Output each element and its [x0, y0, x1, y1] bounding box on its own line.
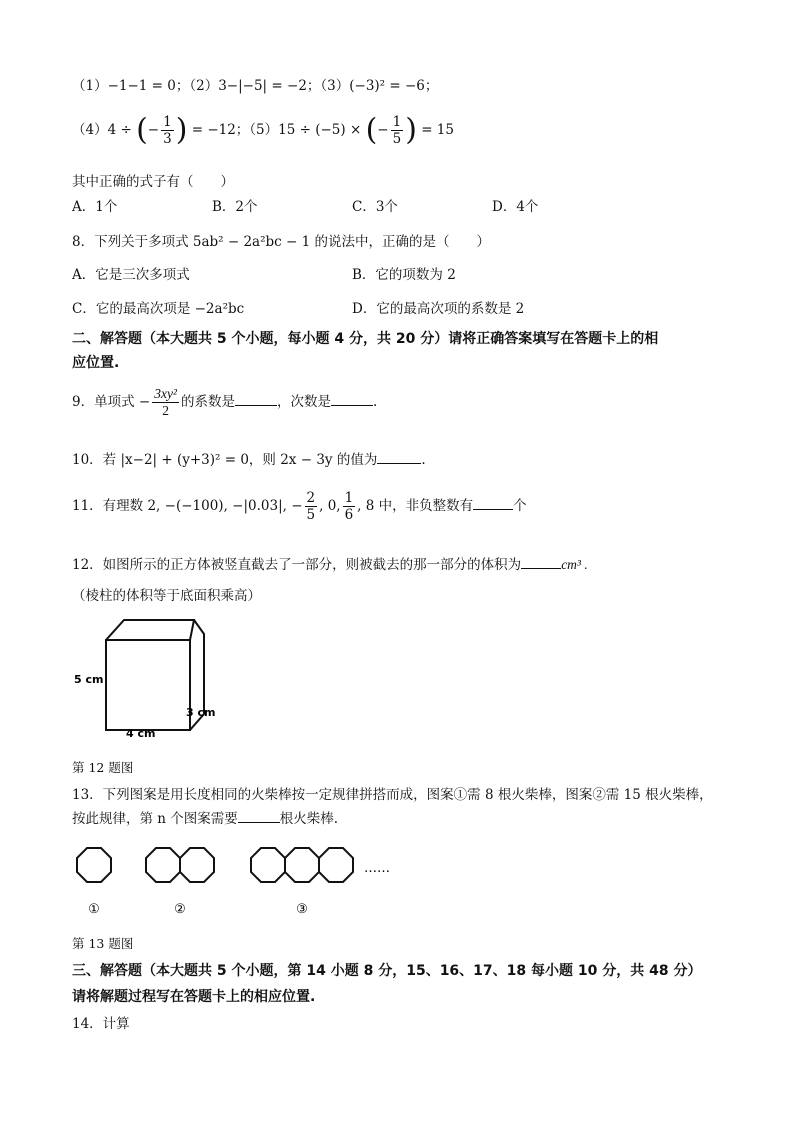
q11-fraction-1: $\frac{2}{5}$ — [306, 490, 316, 523]
q7-stem: 其中正确的式子有（ ） — [72, 174, 234, 190]
octagon — [251, 848, 285, 882]
q7-expressions-2: （4）4 ÷ (− $\frac{1}{3}$ ) = −12；（5）15 ÷ (−5) × (− $\frac{1}{5}$ ) = 15 — [72, 112, 454, 148]
q11-blank[interactable] — [473, 509, 513, 510]
pattern-label-2: ② — [174, 902, 186, 917]
q7-fraction-2: $\frac{1}{5}$ — [392, 114, 402, 147]
q12-figure-cut-cube — [72, 612, 232, 740]
section-2-header-line1: 二、解答题（本大题共 5 个小题，每小题 4 分，共 20 分）请将正确答案填写在答题卡上的相 — [72, 331, 659, 347]
q13-line2-pre: 按此规律，第 n 个图案需要 — [72, 811, 238, 827]
octagon — [146, 848, 180, 882]
octagon — [180, 848, 214, 882]
q12-caption: 第 12 题图 — [72, 760, 134, 775]
q7-option-d: D．4个 — [492, 199, 539, 215]
q7-expr-4-post: = −12；（5）15 ÷ (−5) × — [191, 122, 362, 138]
q9-fraction: $\frac{\text{3xy²}}{2}$ — [154, 386, 177, 418]
q13-caption: 第 13 题图 — [72, 936, 134, 951]
q7-expressions-1 — [72, 74, 438, 94]
section-2-header-line2: 应位置. — [72, 355, 120, 371]
q10-blank[interactable] — [377, 463, 421, 464]
q7-option-c: C．3个 — [352, 199, 398, 215]
q8-option-c: C．它的最高次项是 −2a²bc — [72, 301, 245, 317]
section-3-header-line1: 三、解答题（本大题共 5 个小题，第 14 小题 8 分，15、16、17、18 每小题 10 分，共 48 分） — [72, 963, 702, 979]
q7-option-a: A．1个 — [72, 199, 118, 215]
q12-note: （棱柱的体积等于底面积乘高） — [72, 588, 261, 604]
q11-end: 个 — [513, 498, 527, 514]
q12-label-bottom: 4 cm — [126, 727, 156, 740]
q8-option-b: B．它的项数为 2 — [352, 267, 456, 283]
q13-line1: 13．下列图案是用长度相同的火柴棒按一定规律拼搭而成，图案①需 8 根火柴棒，图案②需 15 根火柴棒， — [72, 787, 713, 803]
q9-coefficient-label: 的系数是 — [180, 394, 235, 410]
q9-pre: 9．单项式 − — [72, 394, 151, 410]
q10-text: 10．若 |x−2| + (y+3)² = 0，则 2x − 3y 的值为 — [72, 452, 378, 468]
octagon — [319, 848, 353, 882]
q8-option-a: A．它是三次多项式 — [72, 267, 190, 283]
octagon — [77, 848, 111, 882]
q11-mid: , 0, — [319, 498, 341, 514]
q10 — [72, 448, 426, 468]
continuation-dots: …… — [364, 861, 390, 876]
q12-unit: cm³ . — [561, 557, 588, 572]
q11-post: , 8 中，非负整数有 — [357, 498, 474, 514]
q9-blank-coefficient[interactable] — [235, 405, 277, 406]
octagon — [285, 848, 319, 882]
cube-top-face — [106, 620, 194, 640]
q7-expr-1-3: （1）−1−1 = 0；（2）3−|−5| = −2；（3）(−3)² = −6； — [72, 78, 439, 94]
q9 — [72, 386, 377, 419]
q13-blank[interactable] — [238, 822, 280, 823]
q14: 14．计算 — [72, 1016, 130, 1032]
paren-left: ( — [365, 112, 378, 148]
q7-expr-5-post: = 15 — [421, 122, 454, 138]
q13-figure-octagons — [72, 838, 432, 922]
q9-end: . — [372, 394, 378, 410]
q9-blank-degree[interactable] — [331, 405, 373, 406]
paren-left: ( — [136, 112, 148, 148]
q7-expr-4-pre: （4）4 ÷ — [72, 122, 132, 138]
q12-blank[interactable] — [521, 568, 561, 569]
q12-label-right: 3 cm — [186, 706, 216, 719]
q10-end: . — [421, 452, 426, 468]
section-3-header-line2: 请将解题过程写在答题卡上的相应位置. — [72, 989, 316, 1005]
paren-right: ) — [405, 112, 417, 148]
paren-right: ) — [175, 112, 188, 148]
q11 — [72, 490, 527, 523]
q11-fraction-2: $\frac{1}{6}$ — [344, 490, 354, 523]
pattern-label-3: ③ — [296, 902, 308, 917]
q13-line2-post: 根火柴棒. — [279, 811, 339, 827]
q8-option-d: D．它的最高次项的系数是 2 — [352, 301, 525, 317]
cube-front-face — [106, 640, 190, 730]
q7-fraction-1: $\frac{1}{3}$ — [163, 114, 172, 147]
q12 — [72, 553, 588, 573]
q11-pre: 11．有理数 2, −(−100), −|0.03|, − — [72, 498, 303, 514]
q7-option-b: B．2个 — [212, 199, 258, 215]
q9-degree-label: ，次数是 — [276, 394, 331, 410]
q12-text: 12．如图所示的正方体被竖直截去了一部分，则被截去的那一部分的体积为 — [72, 557, 522, 573]
q13-line2 — [72, 807, 338, 827]
q8-stem: 8．下列关于多项式 5ab² − 2a²bc − 1 的说法中，正确的是（ ） — [72, 234, 490, 250]
pattern-label-1: ① — [88, 902, 100, 917]
q12-label-left: 5 cm — [74, 673, 104, 686]
